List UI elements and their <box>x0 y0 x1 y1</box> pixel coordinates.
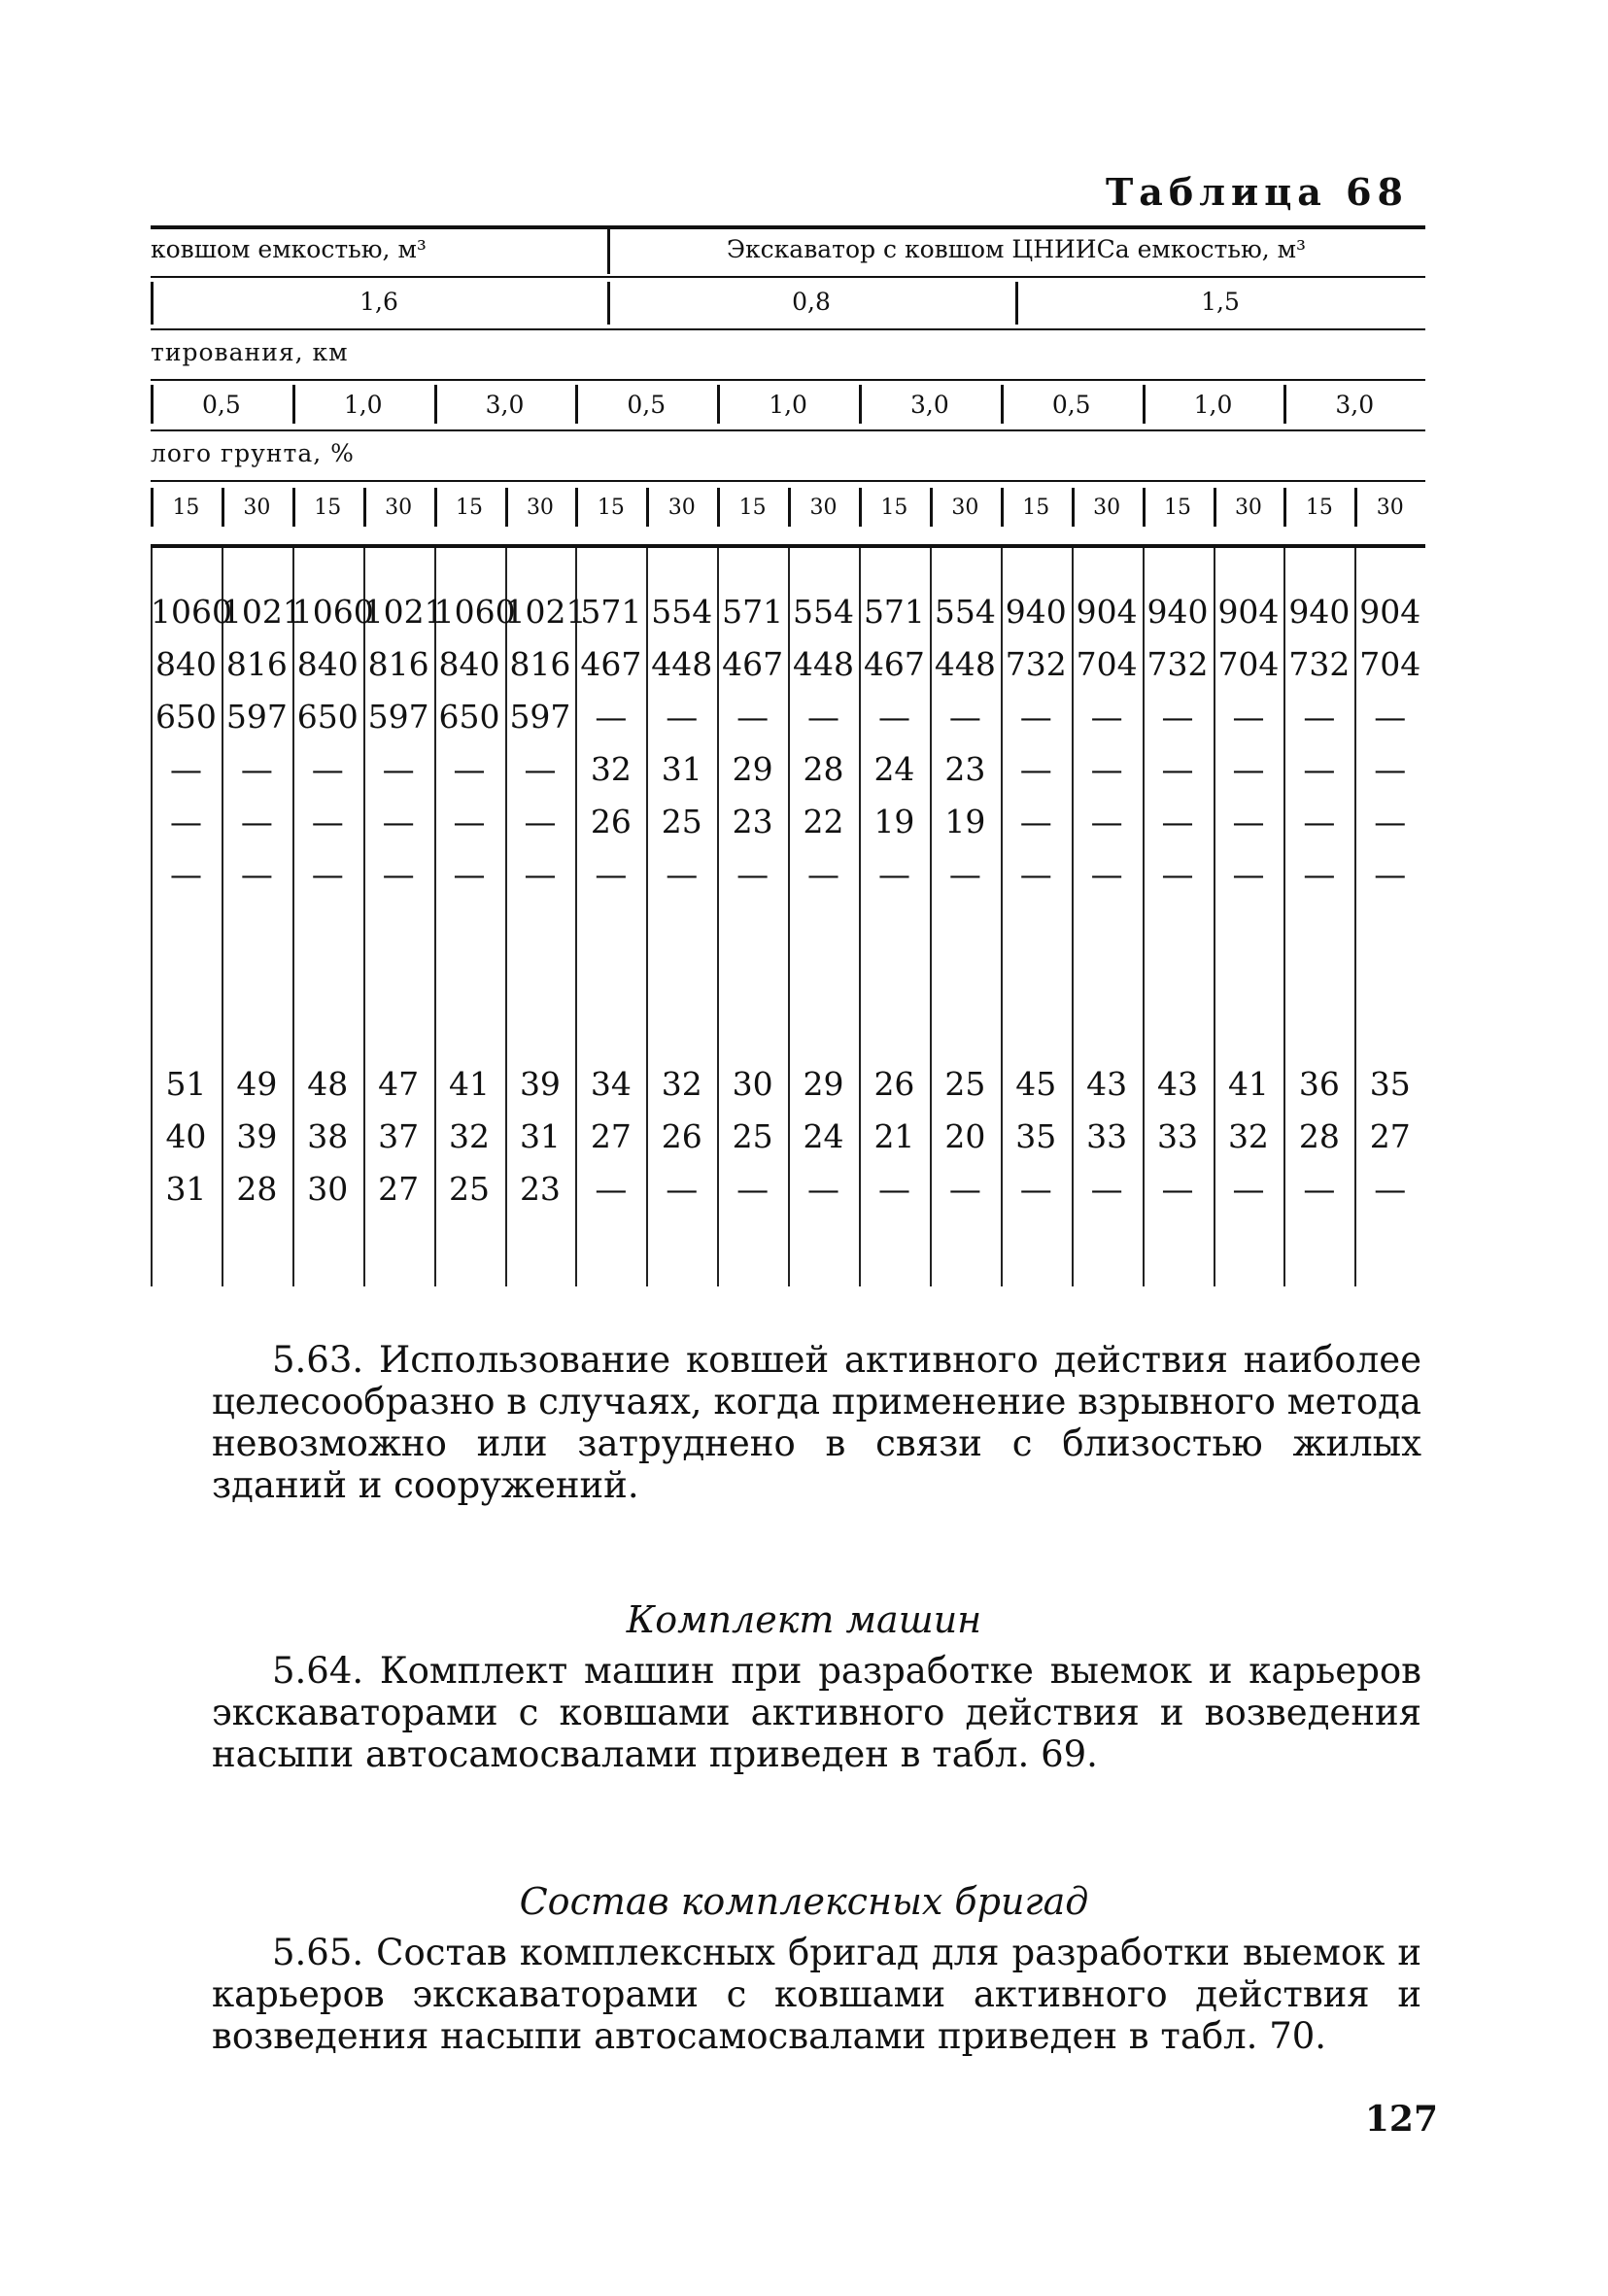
table-cell: 704 <box>1076 645 1138 683</box>
percent-cell: 15 <box>314 496 342 520</box>
table-cell: 32 <box>449 1117 491 1155</box>
col-separator <box>575 385 578 424</box>
distance-cell: 3,0 <box>910 391 949 419</box>
distance-cell: 1,0 <box>1193 391 1233 419</box>
percent-cell: 15 <box>738 496 767 520</box>
soil-label: лого грунта, % <box>151 439 355 467</box>
table-cell: 45 <box>1015 1065 1057 1103</box>
table-cell: 30 <box>307 1170 349 1208</box>
percent-cell: 15 <box>597 496 625 520</box>
table-cell: 25 <box>944 1065 986 1103</box>
table-cell: — <box>1303 750 1336 788</box>
table-cell: 940 <box>1005 593 1067 631</box>
table-cell: 467 <box>722 645 784 683</box>
table-cell: — <box>1019 803 1052 840</box>
percent-cell: 30 <box>385 496 413 520</box>
percent-cell: 30 <box>667 496 696 520</box>
table-cell: — <box>666 855 699 893</box>
table-cell: — <box>1019 855 1052 893</box>
table-cell: — <box>1232 698 1265 736</box>
table-cell: — <box>1303 803 1336 840</box>
table-cell: — <box>1090 750 1123 788</box>
table-cell: 33 <box>1157 1117 1199 1155</box>
col-separator <box>222 488 224 527</box>
table-cell: 1021 <box>362 593 445 631</box>
table-cell: — <box>311 803 344 840</box>
distance-cell: 3,0 <box>1335 391 1375 419</box>
table-cell: — <box>1303 1170 1336 1208</box>
table-cell: — <box>807 855 840 893</box>
table-cell: — <box>1019 698 1052 736</box>
table-cell: — <box>595 698 628 736</box>
paragraph-5-65: 5.65. Состав комплексных бригад для разработки выемок и карьеров экскаваторами с ковшами активного действия и возведения насыпи автосамосвалами приведен в табл. 70. <box>212 1932 1421 2057</box>
percent-cell: 15 <box>1164 496 1192 520</box>
table-cell: — <box>595 1170 628 1208</box>
percent-cell: 15 <box>172 496 200 520</box>
table-cell: 1021 <box>221 593 303 631</box>
table-cell: 25 <box>449 1170 491 1208</box>
table-cell: — <box>1232 855 1265 893</box>
percent-cell: 30 <box>951 496 979 520</box>
heading-kit: Комплект машин <box>626 1598 982 1641</box>
table-cell: 27 <box>590 1117 632 1155</box>
table-cell: 597 <box>367 698 429 736</box>
table-cell: — <box>807 1170 840 1208</box>
table-cell: 448 <box>934 645 996 683</box>
col-separator <box>607 229 610 274</box>
table-cell: — <box>169 803 202 840</box>
table-cell: — <box>524 750 557 788</box>
table-cell: 21 <box>873 1117 915 1155</box>
table-cell: 43 <box>1086 1065 1128 1103</box>
table-cell: — <box>240 750 273 788</box>
percent-cell: 15 <box>1305 496 1333 520</box>
col-separator <box>1214 488 1216 527</box>
col-separator <box>1001 488 1004 527</box>
table-cell: — <box>382 855 415 893</box>
table-cell: — <box>1161 1170 1194 1208</box>
table-cell: — <box>666 698 699 736</box>
col-separator <box>434 385 437 424</box>
table-cell: — <box>311 750 344 788</box>
table-cell: 39 <box>519 1065 561 1103</box>
header-right-label: Экскаватор с ковшом ЦНИИСа емкостью, м³ <box>726 235 1307 263</box>
table-cell: — <box>1161 855 1194 893</box>
table-cell: 48 <box>307 1065 349 1103</box>
table-cell: 22 <box>803 803 844 840</box>
distance-cell: 0,5 <box>1051 391 1091 419</box>
table-cell: — <box>240 803 273 840</box>
col-separator <box>930 488 933 527</box>
table-title: Таблица 68 <box>1105 170 1409 214</box>
table-cell: 30 <box>732 1065 773 1103</box>
table-cell: 26 <box>661 1117 702 1155</box>
table-row <box>151 855 1425 908</box>
table-cell: 47 <box>378 1065 420 1103</box>
table-cell: — <box>666 1170 699 1208</box>
table-cell: — <box>311 855 344 893</box>
distance-cell: 3,0 <box>485 391 525 419</box>
table-cell: 704 <box>1359 645 1421 683</box>
table-cell: 49 <box>236 1065 278 1103</box>
table-row <box>151 698 1425 750</box>
table-cell: 37 <box>378 1117 420 1155</box>
col-separator <box>1001 385 1004 424</box>
table-cell: 41 <box>449 1065 491 1103</box>
table-cell: 1060 <box>151 593 232 631</box>
col-separator <box>717 385 720 424</box>
table-cell: 19 <box>944 803 986 840</box>
col-separator <box>292 488 295 527</box>
table-cell: 28 <box>1298 1117 1340 1155</box>
table-cell: 554 <box>651 593 713 631</box>
table-cell: 732 <box>1005 645 1067 683</box>
table-rule <box>151 328 1425 330</box>
table-cell: 554 <box>793 593 855 631</box>
col-separator <box>1283 488 1286 527</box>
table-rule <box>151 379 1425 381</box>
paragraph-5-64: 5.64. Комплект машин при разработке выемок и карьеров экскаваторами с ковшами активного действия и возведения насыпи автосамосвалами приведен в табл. 69. <box>212 1650 1421 1775</box>
col-separator <box>607 282 610 325</box>
table-cell: 39 <box>236 1117 278 1155</box>
table-cell: — <box>1303 698 1336 736</box>
table-cell: — <box>877 698 910 736</box>
table-cell: 35 <box>1369 1065 1411 1103</box>
table-cell: — <box>736 698 770 736</box>
table-cell: 467 <box>580 645 642 683</box>
table-cell: — <box>948 1170 981 1208</box>
paragraph-5-63: 5.63. Использование ковшей активного действия наиболее целесообразно в случаях, когда применение взрывного метода невозможно или затруднено в связи с близостью жилых зданий и сооружений. <box>212 1339 1421 1506</box>
col-separator <box>575 488 578 527</box>
table-cell: — <box>1374 698 1407 736</box>
heading-brigades: Состав комплексных бригад <box>519 1880 1089 1923</box>
table-cell: — <box>1374 803 1407 840</box>
table-cell: — <box>1019 1170 1052 1208</box>
table-row <box>151 645 1425 698</box>
table-row <box>151 803 1425 855</box>
col-separator <box>505 488 508 527</box>
table-cell: 571 <box>722 593 784 631</box>
table-cell: 40 <box>165 1117 207 1155</box>
capacity-2: 0,8 <box>792 288 831 316</box>
table-cell: — <box>1090 803 1123 840</box>
table-cell: — <box>1232 803 1265 840</box>
table-cell: — <box>807 698 840 736</box>
table-cell: 1060 <box>291 593 374 631</box>
capacity-1: 1,6 <box>359 288 398 316</box>
table-cell: — <box>1232 750 1265 788</box>
table-cell: — <box>948 855 981 893</box>
percent-cell: 15 <box>880 496 908 520</box>
col-separator <box>434 488 437 527</box>
table-cell: 36 <box>1298 1065 1340 1103</box>
distance-cell: 1,0 <box>769 391 807 419</box>
table-cell: 27 <box>378 1170 420 1208</box>
table-cell: 38 <box>307 1117 349 1155</box>
table-cell: 704 <box>1217 645 1280 683</box>
table-cell: — <box>1374 1170 1407 1208</box>
table-cell: — <box>453 750 486 788</box>
table-cell: 32 <box>1227 1117 1269 1155</box>
table-cell: 448 <box>651 645 713 683</box>
table-row <box>151 1117 1425 1170</box>
table-cell: 26 <box>590 803 632 840</box>
table-cell: 448 <box>793 645 855 683</box>
page-number: 127 <box>1364 2099 1438 2140</box>
table-cell: 940 <box>1146 593 1209 631</box>
table-cell: 1060 <box>433 593 516 631</box>
table-cell: 26 <box>873 1065 915 1103</box>
table-cell: 28 <box>803 750 844 788</box>
col-separator <box>1354 488 1357 527</box>
table-cell: 732 <box>1288 645 1351 683</box>
table-cell: 904 <box>1076 593 1138 631</box>
table-top-rule <box>151 225 1425 229</box>
table-cell: — <box>240 855 273 893</box>
table-cell: 29 <box>803 1065 844 1103</box>
table-cell: 25 <box>661 803 702 840</box>
table-row <box>151 1065 1425 1117</box>
table-cell: — <box>382 750 415 788</box>
table-row <box>151 750 1425 803</box>
col-separator <box>1072 488 1075 527</box>
table-cell: 23 <box>732 803 773 840</box>
table-cell: — <box>736 855 770 893</box>
table-cell: 27 <box>1369 1117 1411 1155</box>
table-cell: 23 <box>519 1170 561 1208</box>
percent-cell: 30 <box>1093 496 1121 520</box>
percent-cell: 15 <box>456 496 484 520</box>
distance-label: тирования, км <box>151 338 349 366</box>
table-cell: — <box>453 803 486 840</box>
col-separator <box>151 488 154 527</box>
table-cell: — <box>382 803 415 840</box>
table-cell: 23 <box>944 750 986 788</box>
percent-cell: 30 <box>526 496 554 520</box>
table-cell: 24 <box>873 750 915 788</box>
table-cell: 20 <box>944 1117 986 1155</box>
table-cell: — <box>1232 1170 1265 1208</box>
table-cell: 650 <box>154 698 217 736</box>
col-separator <box>151 385 154 424</box>
col-separator <box>646 488 649 527</box>
percent-cell: 30 <box>1376 496 1404 520</box>
table-cell: 41 <box>1227 1065 1269 1103</box>
table-cell: — <box>524 803 557 840</box>
col-separator <box>788 488 791 527</box>
table-cell: — <box>1019 750 1052 788</box>
table-cell: — <box>1374 750 1407 788</box>
table-cell: 840 <box>438 645 500 683</box>
table-cell: — <box>1374 855 1407 893</box>
table-cell: 25 <box>732 1117 773 1155</box>
capacity-3: 1,5 <box>1201 288 1240 316</box>
table-cell: — <box>595 855 628 893</box>
table-cell: — <box>1161 698 1194 736</box>
col-separator <box>292 385 295 424</box>
table-cell: 597 <box>225 698 288 736</box>
table-cell: — <box>169 855 202 893</box>
col-separator <box>1143 385 1146 424</box>
table-cell: 32 <box>661 1065 702 1103</box>
table-cell: 31 <box>519 1117 561 1155</box>
table-cell: 35 <box>1015 1117 1057 1155</box>
table-cell: 597 <box>509 698 571 736</box>
distance-cell: 0,5 <box>627 391 667 419</box>
table-cell: 840 <box>296 645 359 683</box>
col-separator <box>717 488 720 527</box>
table-cell: 31 <box>165 1170 207 1208</box>
table-cell: 28 <box>236 1170 278 1208</box>
table-cell: — <box>1161 803 1194 840</box>
table-cell: 650 <box>296 698 359 736</box>
table-cell: 840 <box>154 645 217 683</box>
table-cell: 19 <box>873 803 915 840</box>
header-left-label: ковшом емкостью, м³ <box>151 235 427 263</box>
percent-cell: 15 <box>1022 496 1050 520</box>
table-cell: — <box>877 1170 910 1208</box>
table-cell: 732 <box>1146 645 1209 683</box>
col-separator <box>859 488 862 527</box>
table-rule <box>151 276 1425 278</box>
table-cell: 31 <box>661 750 702 788</box>
table-cell: — <box>1303 855 1336 893</box>
table-cell: — <box>1161 750 1194 788</box>
percent-cell: 30 <box>1234 496 1262 520</box>
table-row <box>151 593 1425 645</box>
col-separator <box>363 488 366 527</box>
table-cell: 816 <box>509 645 571 683</box>
table-rule <box>151 429 1425 431</box>
table-cell: — <box>169 750 202 788</box>
table-cell: 571 <box>580 593 642 631</box>
table-cell: — <box>1090 1170 1123 1208</box>
table-cell: — <box>524 855 557 893</box>
table-cell: — <box>1090 855 1123 893</box>
table-cell: 33 <box>1086 1117 1128 1155</box>
table-cell: 816 <box>367 645 429 683</box>
table-rule <box>151 480 1425 482</box>
col-separator <box>151 282 154 325</box>
distance-cell: 0,5 <box>202 391 241 419</box>
col-separator <box>1015 282 1018 325</box>
col-separator <box>859 385 862 424</box>
col-separator <box>1143 488 1146 527</box>
table-cell: 34 <box>590 1065 632 1103</box>
table-cell: 51 <box>165 1065 207 1103</box>
table-cell: 43 <box>1157 1065 1199 1103</box>
table-cell: 32 <box>590 750 632 788</box>
table-cell: 940 <box>1288 593 1351 631</box>
table-cell: — <box>1090 698 1123 736</box>
col-separator <box>1283 385 1286 424</box>
table-cell: 467 <box>863 645 925 683</box>
table-cell: 904 <box>1359 593 1421 631</box>
table-cell: — <box>877 855 910 893</box>
table-cell: — <box>453 855 486 893</box>
table-cell: 1021 <box>504 593 587 631</box>
table-cell: 554 <box>934 593 996 631</box>
table-cell: — <box>736 1170 770 1208</box>
table-cell: — <box>948 698 981 736</box>
table-cell: 571 <box>863 593 925 631</box>
table-cell: 24 <box>803 1117 844 1155</box>
distance-cell: 1,0 <box>343 391 383 419</box>
table-cell: 29 <box>732 750 773 788</box>
table-cell: 816 <box>225 645 288 683</box>
percent-cell: 30 <box>809 496 838 520</box>
table-row <box>151 1170 1425 1222</box>
table-cell: 650 <box>438 698 500 736</box>
table-cell: 904 <box>1217 593 1280 631</box>
percent-cell: 30 <box>243 496 271 520</box>
